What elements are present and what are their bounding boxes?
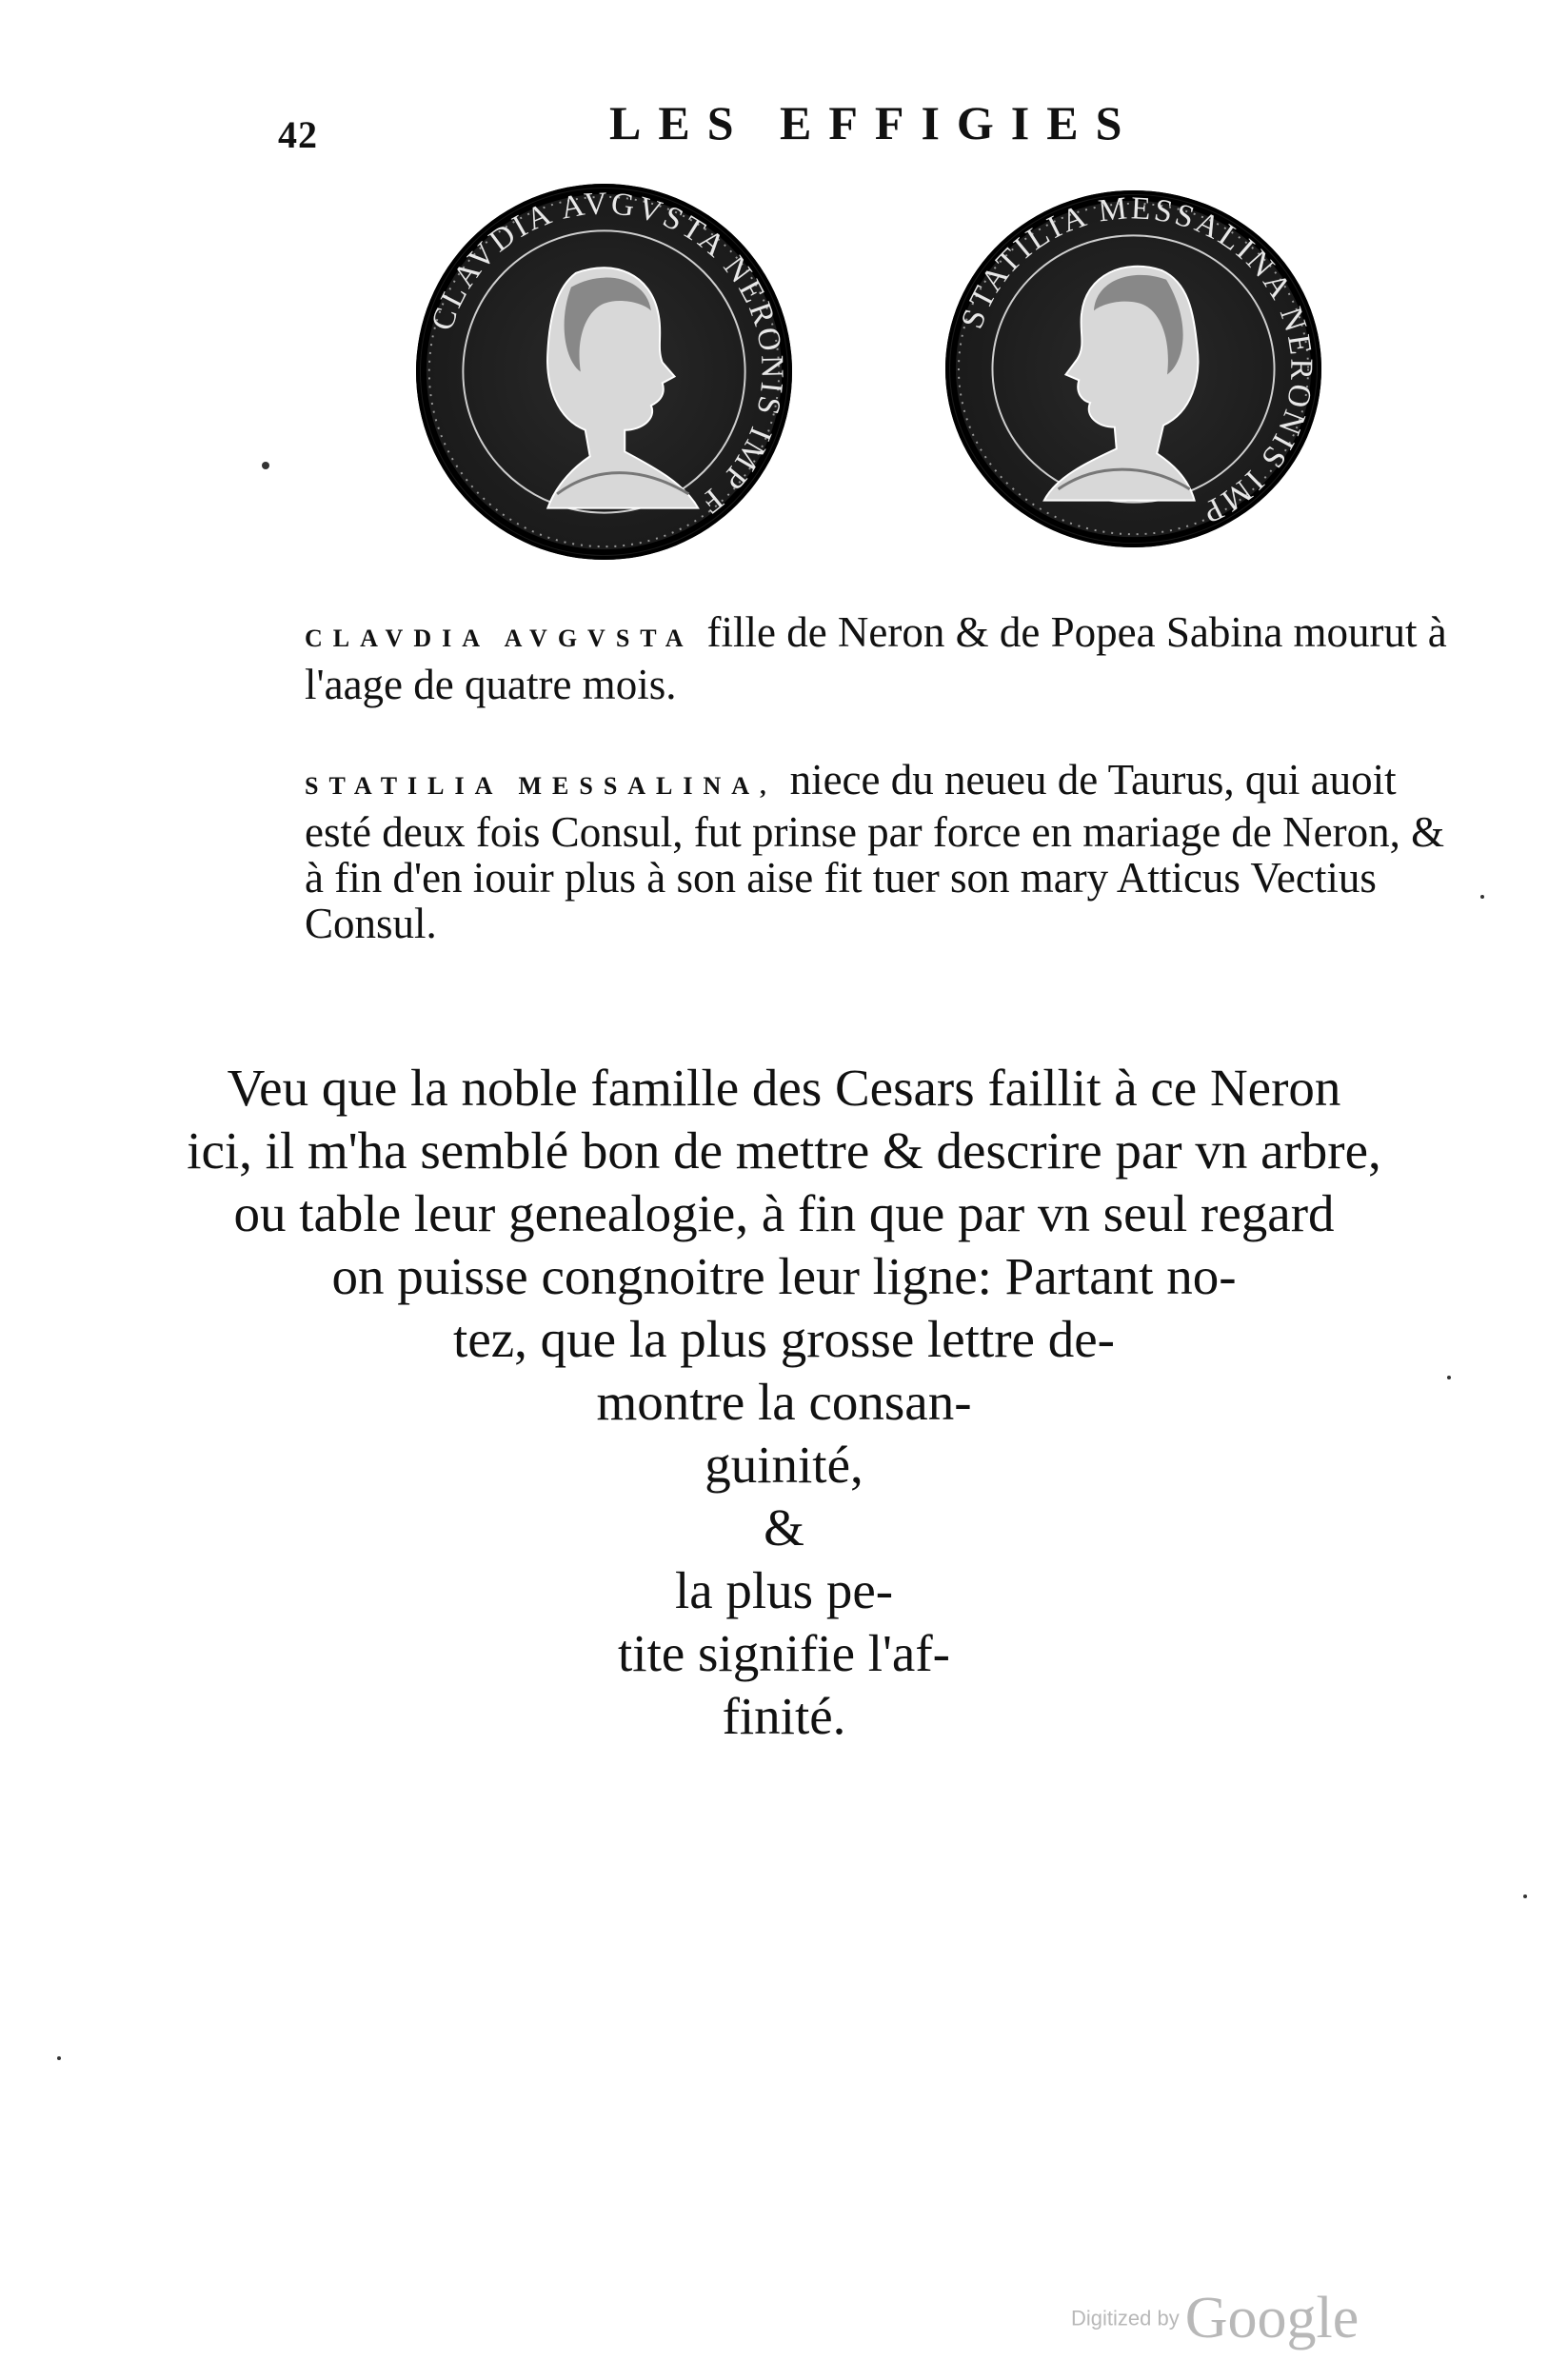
- caption-statilia-messalina: [305, 757, 1447, 946]
- intro-line: montre la consan-: [596, 1373, 972, 1431]
- intro-line: ou table leur genealogie, à fin que par vn seul regard: [233, 1184, 1335, 1242]
- medal-claudia-augusta: [416, 184, 792, 560]
- genealogy-introduction: [0, 1057, 1568, 1748]
- intro-line: ici, il m'ha semblé bon de mettre & descrire par vn arbre,: [187, 1121, 1381, 1180]
- google-logo: Google: [1184, 2286, 1360, 2350]
- caption-claudia-augusta: [305, 609, 1447, 707]
- intro-line: Veu que la noble famille des Cesars faillit à ce Neron: [227, 1059, 1341, 1117]
- intro-line: guinité,: [705, 1436, 863, 1494]
- intro-line: la plus pe-: [674, 1561, 894, 1619]
- ink-speck: [1523, 1894, 1527, 1898]
- caption-name-claudia: CLAVDIA AVGVSTA: [305, 625, 694, 652]
- medal-legend-statilia: STATILIA MESSALINA NERONIS IMP: [954, 190, 1320, 531]
- running-head: LES EFFIGIES: [609, 96, 1140, 149]
- intro-line: tez, que la plus grosse lettre de-: [453, 1310, 1115, 1368]
- medal-statilia-messalina-image: [945, 190, 1321, 547]
- caption-text-claudia: fille de Neron & de Popea Sabina mourut à l'aage de quatre mois.: [305, 608, 1447, 708]
- ink-speck: [1447, 1376, 1451, 1379]
- medal-claudia-augusta-image: [416, 184, 792, 560]
- intro-line: on puisse congnoitre leur ligne: Partant no-: [331, 1247, 1237, 1305]
- caption-name-statilia: STATILIA MESSALINA,: [305, 772, 777, 800]
- watermark-prefix: Digitized by: [1071, 2306, 1180, 2330]
- ink-speck: [262, 462, 269, 469]
- page-number: 42: [278, 113, 318, 156]
- google-digitized-watermark: [1071, 2285, 1359, 2352]
- ink-speck: [57, 2056, 61, 2060]
- ink-speck: [1480, 895, 1484, 899]
- medal-statilia-messalina: [945, 190, 1321, 547]
- medal-legend-claudia: CLAVDIA AVGVSTA NERONIS IMP F: [424, 186, 790, 523]
- caption-text-statilia: niece du neueu de Taurus, qui auoit esté deux fois Consul, fut prinse par force en mariage de Neron, & à fin d'en iouir plus à son aise fit tuer son mary Atticus Vectius Consul.: [305, 756, 1445, 947]
- intro-line: tite signifie l'af-: [618, 1624, 950, 1682]
- intro-line: finité.: [722, 1687, 846, 1745]
- intro-line: &: [764, 1498, 804, 1557]
